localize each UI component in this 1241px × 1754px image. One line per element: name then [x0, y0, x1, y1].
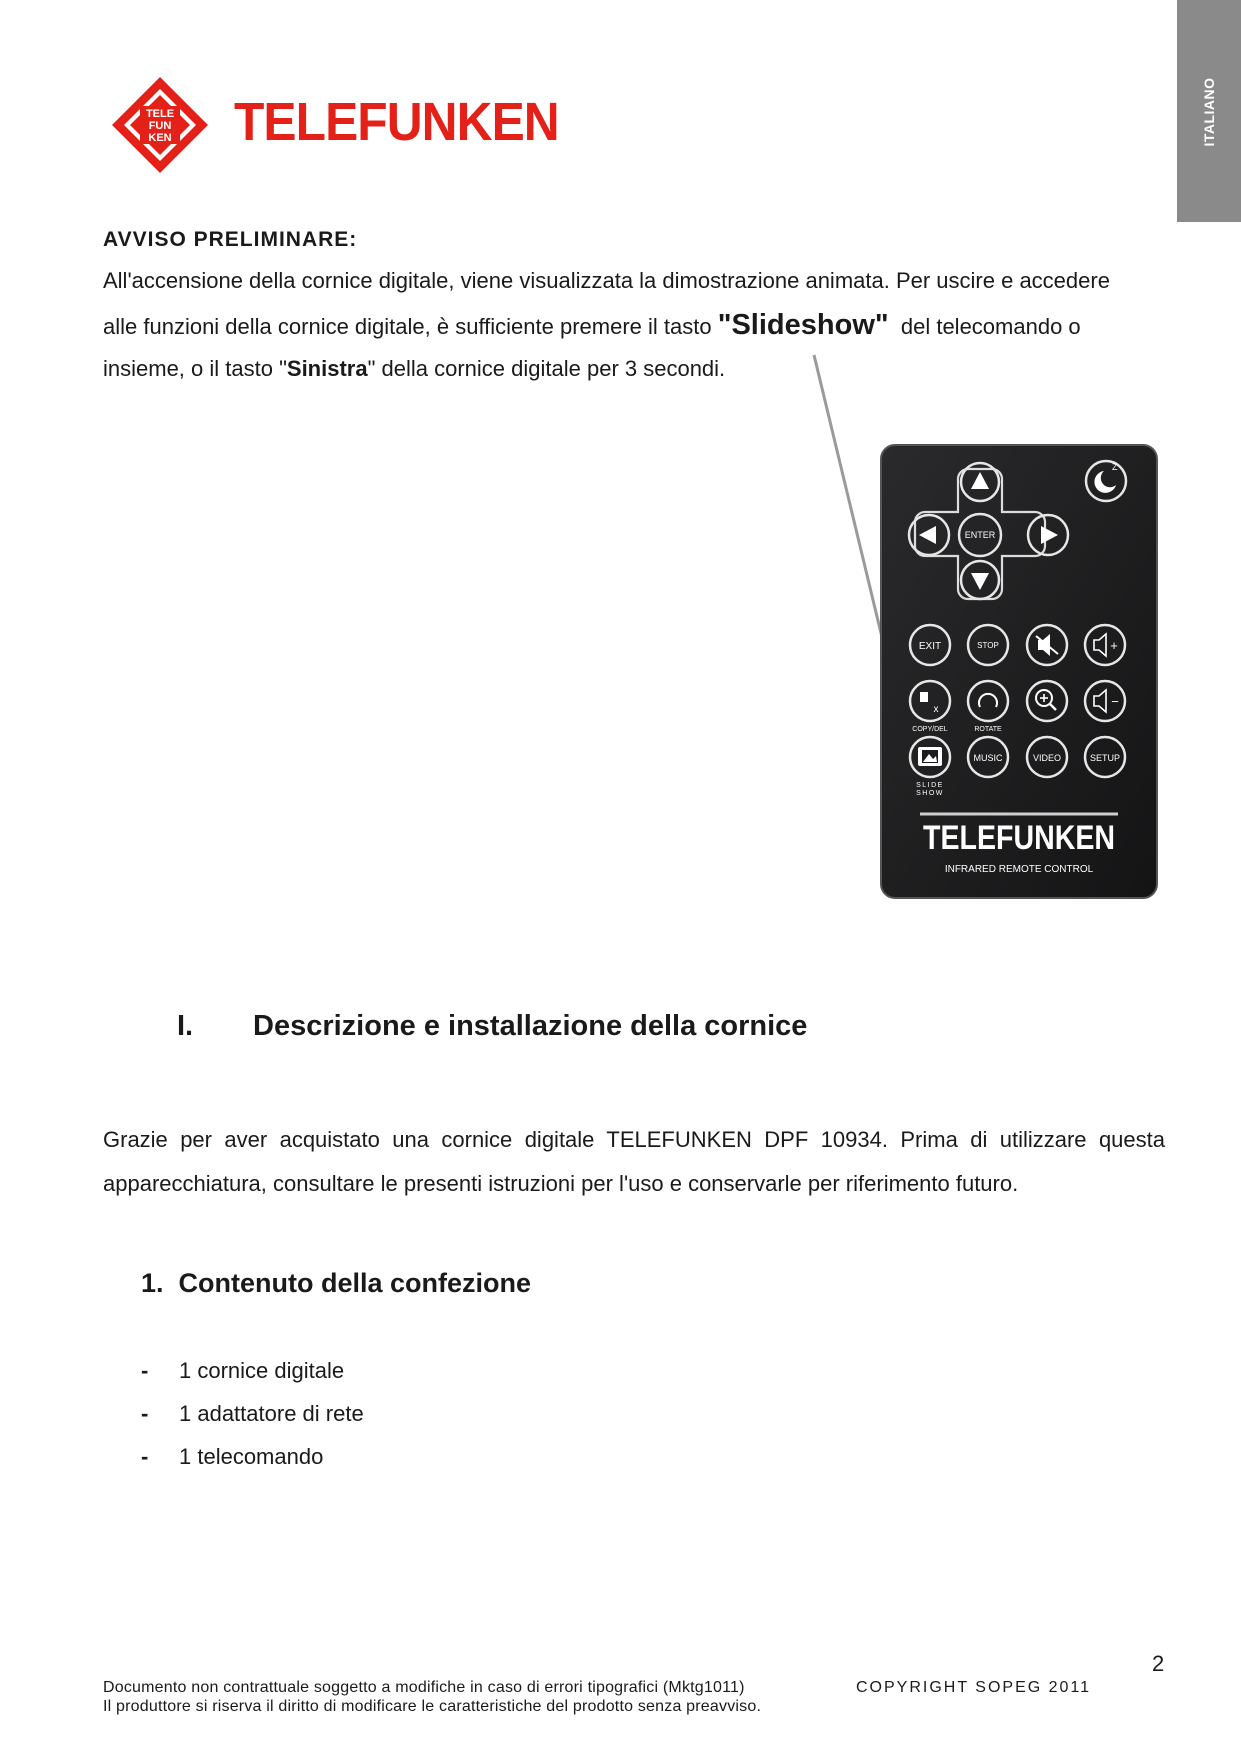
- notice-line-3-text: insieme, o il tasto ": [103, 356, 287, 381]
- section-title: Descrizione e installazione della cornice: [253, 1010, 808, 1042]
- remote-caption: INFRARED REMOTE CONTROL: [944, 864, 1094, 875]
- show-label: SHOW: [916, 790, 944, 797]
- rotate-label: ROTATE: [974, 726, 1002, 733]
- subsection-title: 1. Contenuto della confezione: [141, 1268, 532, 1298]
- stop-label: STOP: [977, 641, 999, 650]
- svg-text:x: x: [933, 704, 939, 715]
- copy-del-label: COPY/DEL: [912, 726, 948, 733]
- footer-disclaimer-2: Il produttore si riserva il diritto di modificare le caratteristiche del prodotto senza preavviso.: [103, 1698, 762, 1715]
- list-dash: -: [141, 1358, 149, 1383]
- sleep-z-label: Z: [1112, 462, 1118, 472]
- slideshow-icon: [918, 747, 942, 766]
- notice-line-3-tail: " della cornice digitale per 3 secondi.: [367, 356, 726, 381]
- footer-disclaimer-1: Documento non contrattuale soggetto a modifiche in caso di errori tipografici (Mktg1011): [103, 1679, 745, 1696]
- notice-line-2-tail: del telecomando o: [888, 314, 1081, 339]
- logo-text-1: TELE: [145, 108, 175, 120]
- remote-control-illustration: [880, 444, 1158, 899]
- list-dash: -: [141, 1444, 149, 1469]
- list-item-text: 1 adattatore di rete: [179, 1401, 364, 1426]
- logo-text-3: KEN: [148, 132, 172, 144]
- brand-wordmark: TELEFUNKEN: [234, 92, 559, 152]
- notice-heading: AVVISO PRELIMINARE:: [103, 228, 358, 251]
- remote-brand: TELEFUNKEN: [923, 819, 1115, 857]
- footer-copyright: COPYRIGHT SOPEG 2011: [856, 1679, 1092, 1696]
- list-item: [141, 1358, 344, 1384]
- svg-text:−: −: [1111, 694, 1119, 709]
- music-label: MUSIC: [973, 753, 1003, 763]
- enter-label: ENTER: [964, 530, 996, 540]
- svg-text:+: +: [1110, 638, 1118, 653]
- list-dash: -: [141, 1401, 149, 1426]
- logo-text-2: FUN: [148, 120, 172, 132]
- list-item-text: 1 telecomando: [179, 1444, 324, 1469]
- exit-label: EXIT: [918, 641, 942, 652]
- language-tab-label: ITALIANO: [1201, 77, 1217, 147]
- page-number: 2: [1152, 1651, 1165, 1676]
- notice-line-2-text: alle funzioni della cornice digitale, è sufficiente premere il tasto: [103, 314, 718, 339]
- list-item: [141, 1444, 323, 1470]
- video-label: VIDEO: [1032, 753, 1062, 763]
- slideshow-key-name: "Slideshow": [717, 309, 889, 341]
- list-item-text: 1 cornice digitale: [179, 1358, 345, 1383]
- intro-paragraph: Grazie per aver acquistato una cornice digitale TELEFUNKEN DPF 10934. Prima di utilizzare questa apparecchiatura, consultare le presenti istruzioni per l'uso e conservarle per riferimento futuro.: [103, 1127, 1165, 1196]
- list-item: [141, 1401, 364, 1427]
- notice-line-1: All'accensione della cornice digitale, viene visualizzata la dimostrazione animata. Per uscire e accedere: [103, 268, 1110, 293]
- setup-label: SETUP: [1089, 753, 1121, 763]
- section-number: I.: [177, 1010, 194, 1042]
- slide-label: SLIDE: [916, 782, 944, 789]
- left-key-name: Sinistra: [286, 356, 368, 381]
